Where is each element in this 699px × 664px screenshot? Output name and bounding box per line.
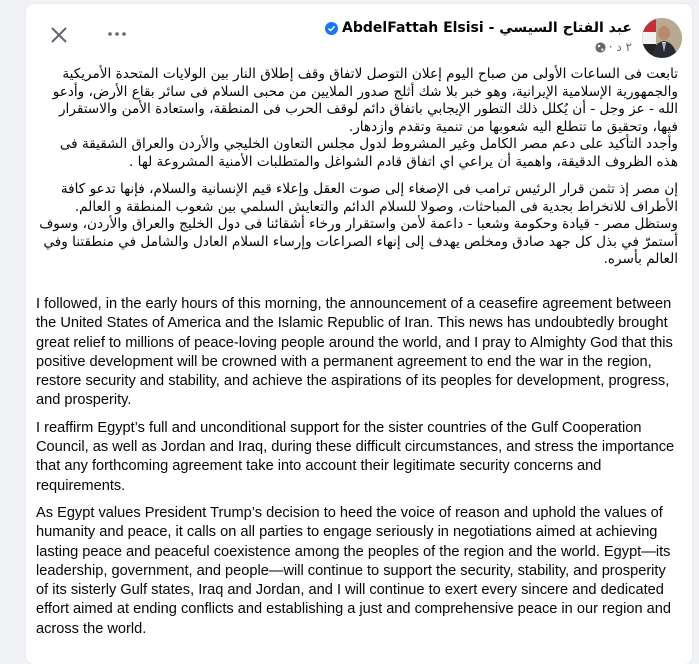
more-options-button[interactable] — [106, 26, 128, 42]
english-text — [36, 295, 678, 639]
english-paragraph: I reaffirm Egypt’s full and unconditional support for the sister countries of the Gulf Cooperation Council, as well as Jordan and Iraq, during these difficult circumstances, and stress the importance that any forthcoming agreement take into account their legitimate security concerns and requirements. — [36, 419, 675, 494]
avatar-image — [642, 18, 682, 58]
timestamp[interactable]: ٢ د · — [608, 40, 632, 54]
english-paragraph: As Egypt values President Trump’s decision to heed the voice of reason and uphold the values of humanity and peace, it calls on all parties to engage seriously in negotiations aimed at achieving lasting peace and peaceful coexistence among the peoples of the region and the world. Egypt—its leadership, government, and people—will continue to support the security, stability, and prosperity of its sisterly Gulf states, Iraq and Jordan, and I will continue to exert every sincere and dedicated effort aimed at ending conflicts and establishing a just and comprehensive peace in our region and across the world. — [36, 504, 671, 637]
arabic-text — [36, 66, 678, 269]
globe-icon — [595, 42, 606, 53]
english-paragraph: I followed, in the early hours of this morning, the announcement of a ceasefire agreement between the United States of America and the Islamic Republic of Iran. This news has undoubtedly brought great relief to millions of peace-loving people around the world, and I pray to Almighty God that this positive development will be crowned with a permanent agreement to end the war in the region, restore security and stability, and achieve the aspirations of its peoples for development, progress, and prosperity. — [36, 296, 673, 409]
arabic-paragraph: تابعت فى الساعات الأولى من صباح اليوم إعلان التوصل لاتفاق وقف إطلاق النار بين الولايات المتحدة الأمريكية والجمهورية الإسلامية الإيرانية، وهو خبر بلا شك أثلج صدور الملايين من محبى السلام فى سائر بقاع الأرض، وأدعو الله - عز وجل - أن يُكلل ذلك التطور الإيجابي باتفاق دائم لوقف الحرب فى المنطقة، واستعادة الأمن والاستقرار فيها، وتحقيق ما تتطلع اليه شعوبها من تنمية وتقدم وازدهار. — [52, 66, 678, 135]
more-icon — [106, 26, 128, 42]
author-name[interactable]: AbdelFattah Elsisi - عبد الفتاح السيسي — [342, 20, 632, 36]
post-meta — [595, 40, 632, 54]
arabic-paragraph: إن مصر إذ تثمن قرار الرئيس ترامب فى الإصغاء إلى صوت العقل وإعلاء قيم الإنسانية والسلام، فإنها تدعو كافة الأطراف للانخراط بجدية فى المباحثات، وصولا للسلام الدائم والتعايش السلمي بين شعوب المنطقة و العالم. وستظل مصر - قيادة وحكومة وشعبا - داعمة لأمن واستقرار ورخاء أشقائنا فى دول الخليج والعراق والأردن، وسوف أستمرّ في بذل كل جهد صادق ومخلص يهدف إلى إنهاء الصراعات وإرساء السلام العادل والشامل في منطقتنا وفي العالم بأسره. — [39, 181, 678, 267]
post-card — [26, 4, 692, 664]
close-icon[interactable] — [48, 24, 70, 46]
arabic-paragraph: وأجدد التأكيد على دعم مصر الكامل وغير المشروط لدول مجلس التعاون الخليجي والأردن والعراق الشقيقة فى هذه الظروف الدقيقة، واهمية أن يراعي اي اتفاق قادم الشواغل والمتطلبات الأمنية المشروعة لها . — [59, 136, 678, 170]
avatar[interactable] — [642, 18, 682, 58]
author-name-row — [325, 20, 632, 36]
verified-badge-icon — [325, 22, 338, 35]
